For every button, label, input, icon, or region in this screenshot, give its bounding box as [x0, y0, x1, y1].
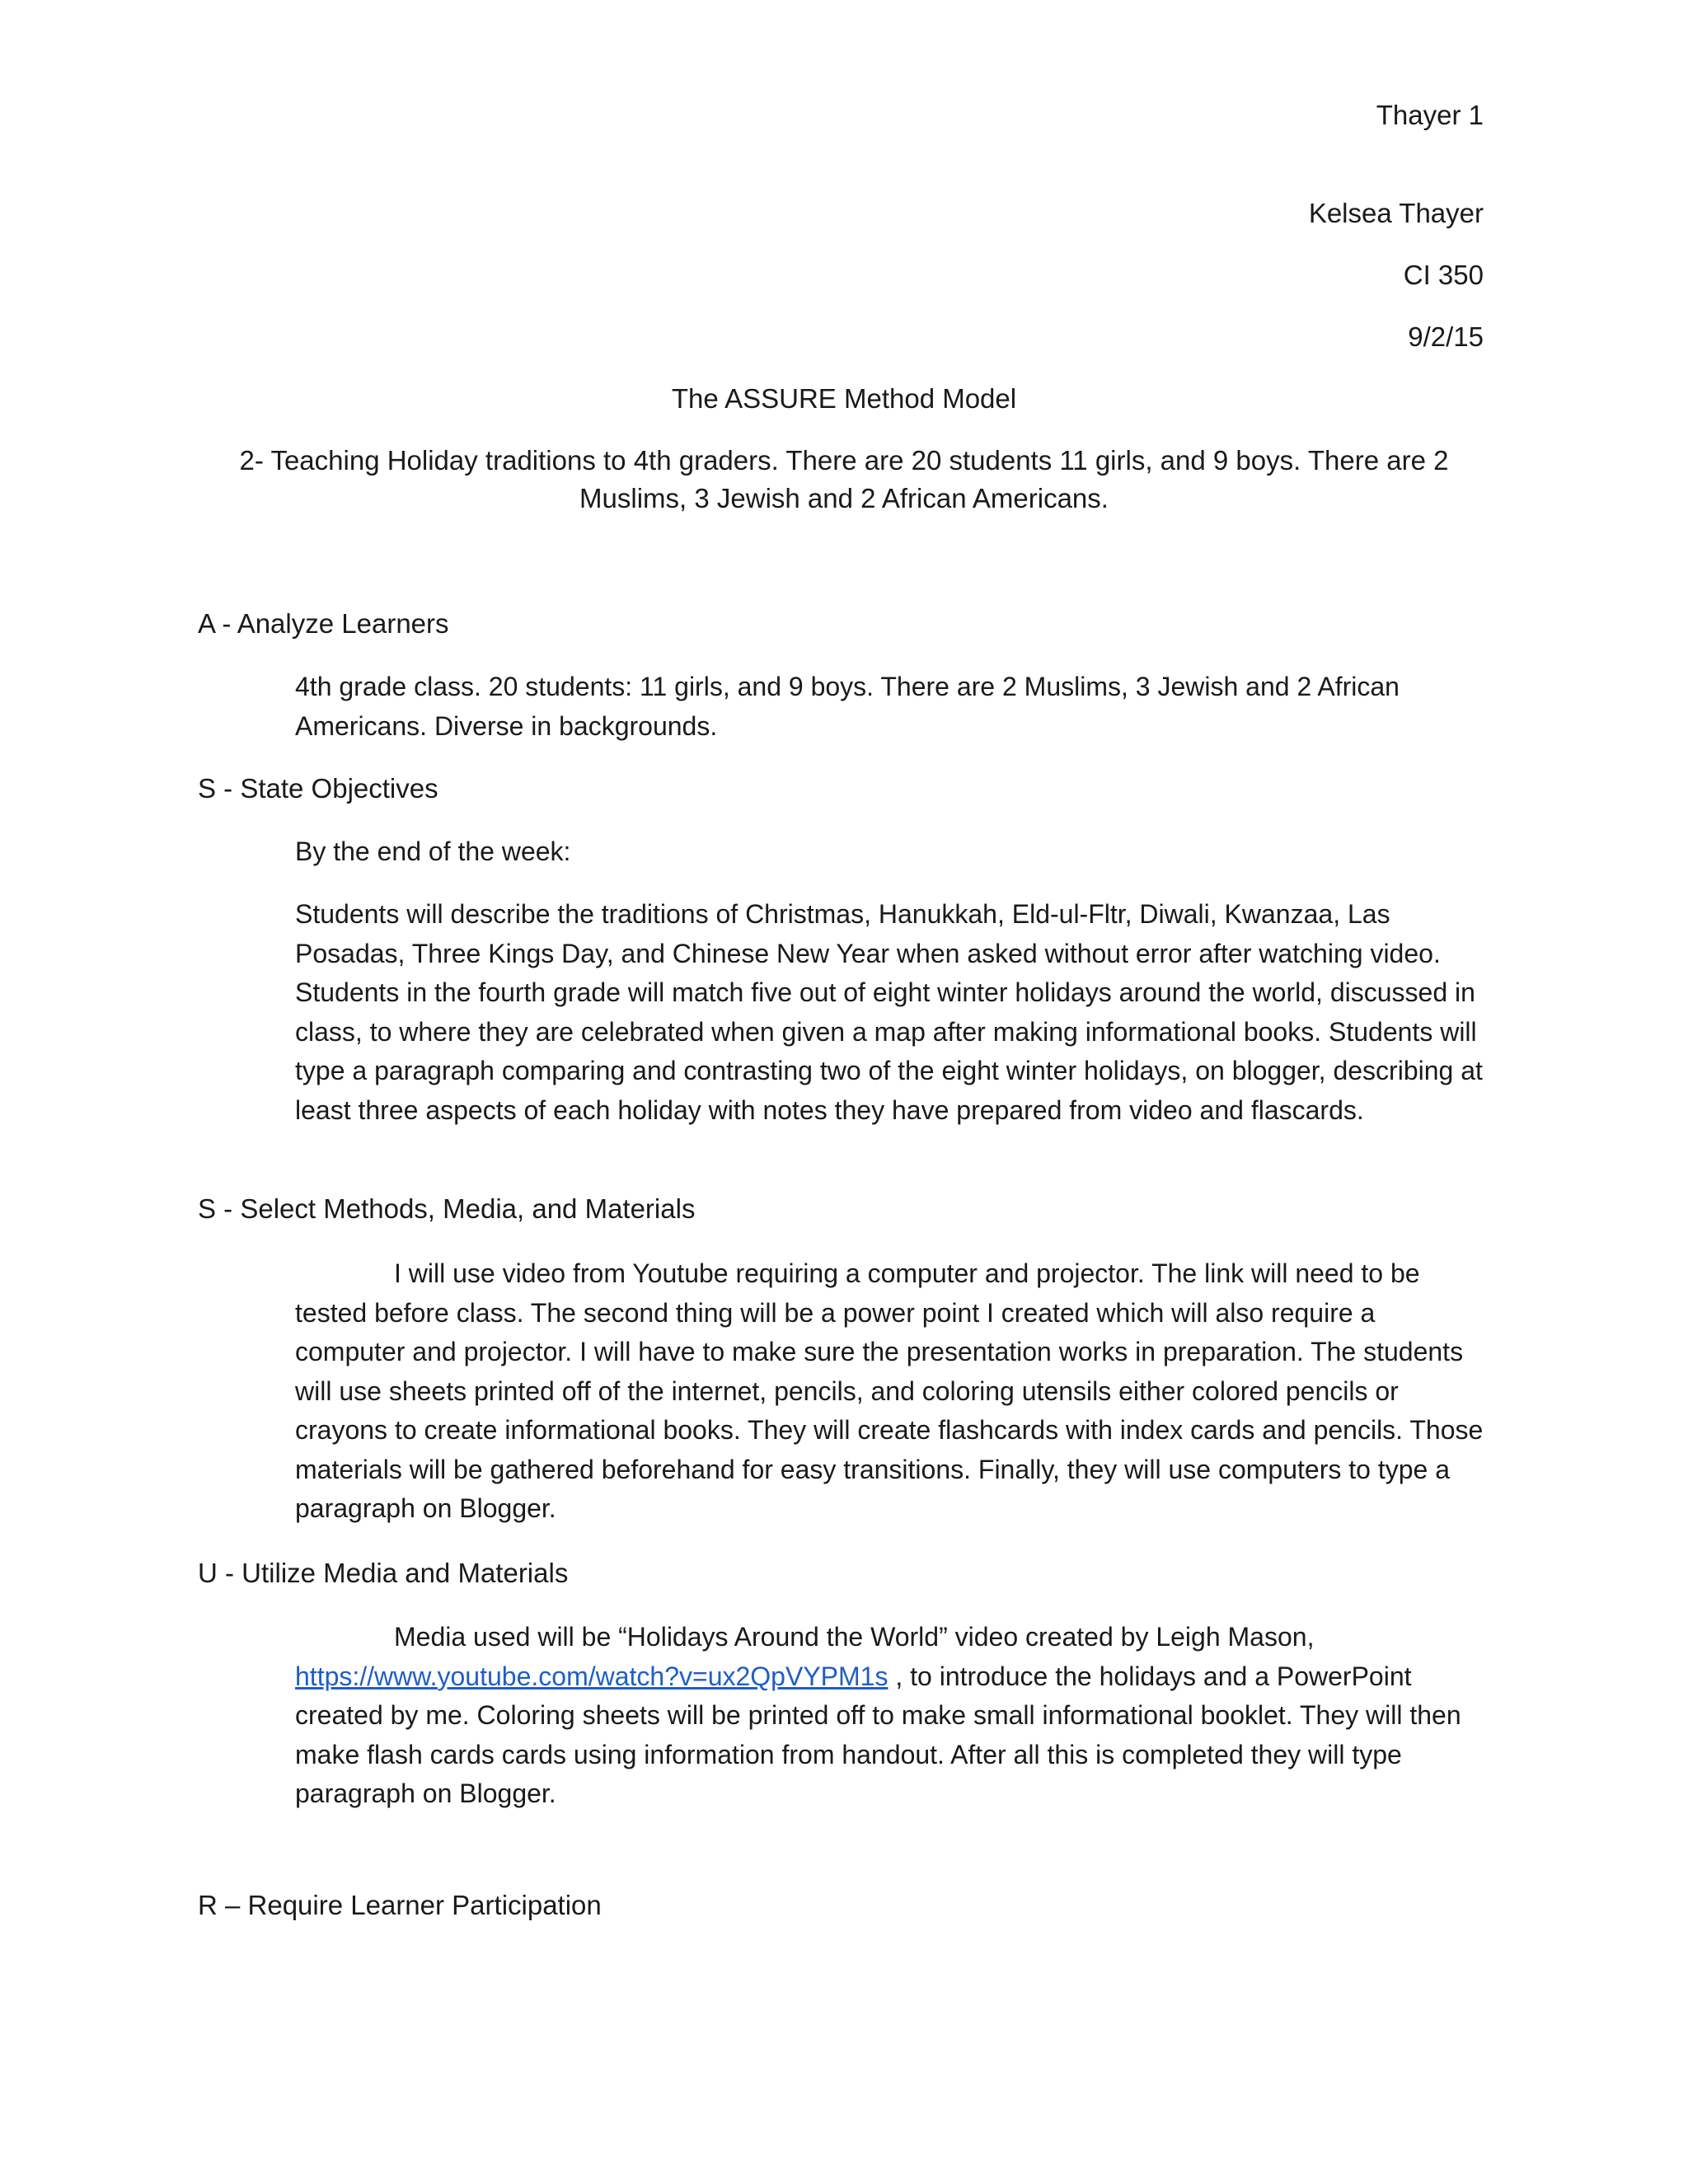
course-code: CI 350 [1403, 260, 1484, 290]
section-heading-utilize: U - Utilize Media and Materials [198, 1558, 569, 1588]
utilize-paragraph [295, 1618, 1490, 1814]
document-title: The ASSURE Method Model [671, 383, 1017, 414]
section-heading-state: S - State Objectives [198, 773, 438, 804]
utilize-text-after: , to introduce the holidays and a PowerPoint created by me. Coloring sheets will be printed off to make small informational booklet. They will then make flash cards cards using information from handout. After all this is completed they will type paragraph on Blogger. [295, 1661, 1461, 1808]
section-heading-require: R – Require Learner Participation [198, 1890, 602, 1920]
page-number-header: Thayer 1 [1376, 100, 1484, 130]
youtube-video-link[interactable]: https://www.youtube.com/watch?v=ux2QpVYPM1s [295, 1661, 889, 1691]
document-date: 9/2/15 [1408, 321, 1484, 352]
section-heading-analyze: A - Analyze Learners [198, 608, 449, 639]
utilize-text-before: Media used will be “Holidays Around the World” video created by Leigh Mason, [394, 1622, 1315, 1652]
analyze-paragraph: 4th grade class. 20 students: 11 girls, and 9 boys. There are 2 Muslims, 3 Jewish and 2 African Americans. Diverse in backgrounds. [295, 672, 1400, 741]
author-name: Kelsea Thayer [1308, 198, 1484, 228]
state-lead-text: By the end of the week: [295, 837, 571, 866]
section-heading-select: S - Select Methods, Media, and Materials [198, 1193, 696, 1224]
intro-paragraph: 2- Teaching Holiday traditions to 4th graders. There are 20 students 11 girls, and 9 boys. There are 2 Muslims, 3 Jewish and 2 African Americans. [239, 445, 1449, 513]
select-paragraph: I will use video from Youtube requiring a computer and projector. The link will need to be tested before class. The second thing will be a power point I created which will also require a computer and projector. I will have to make sure the presentation works in preparation. The students will use sheets printed off of the internet, pencils, and coloring utensils either colored pencils or crayons to create informational books. They will create flashcards with index cards and pencils. Those materials will be gathered beforehand for easy transitions. Finally, they will use computers to type a paragraph on Blogger. [295, 1258, 1484, 1523]
state-objectives-paragraph: Students will describe the traditions of Christmas, Hanukkah, Eld-ul-Fltr, Diwali, Kwanzaa, Las Posadas, Three Kings Day, and Chinese New Year when asked without error after watching video. Students in the fourth grade will match five out of eight winter holidays around the world, discussed in class, to where they are celebrated when given a map after making informational books. Students will type a paragraph comparing and contrasting two of the eight winter holidays, on blogger, describing at least three aspects of each holiday with notes they have prepared from video and flascards. [295, 899, 1483, 1125]
